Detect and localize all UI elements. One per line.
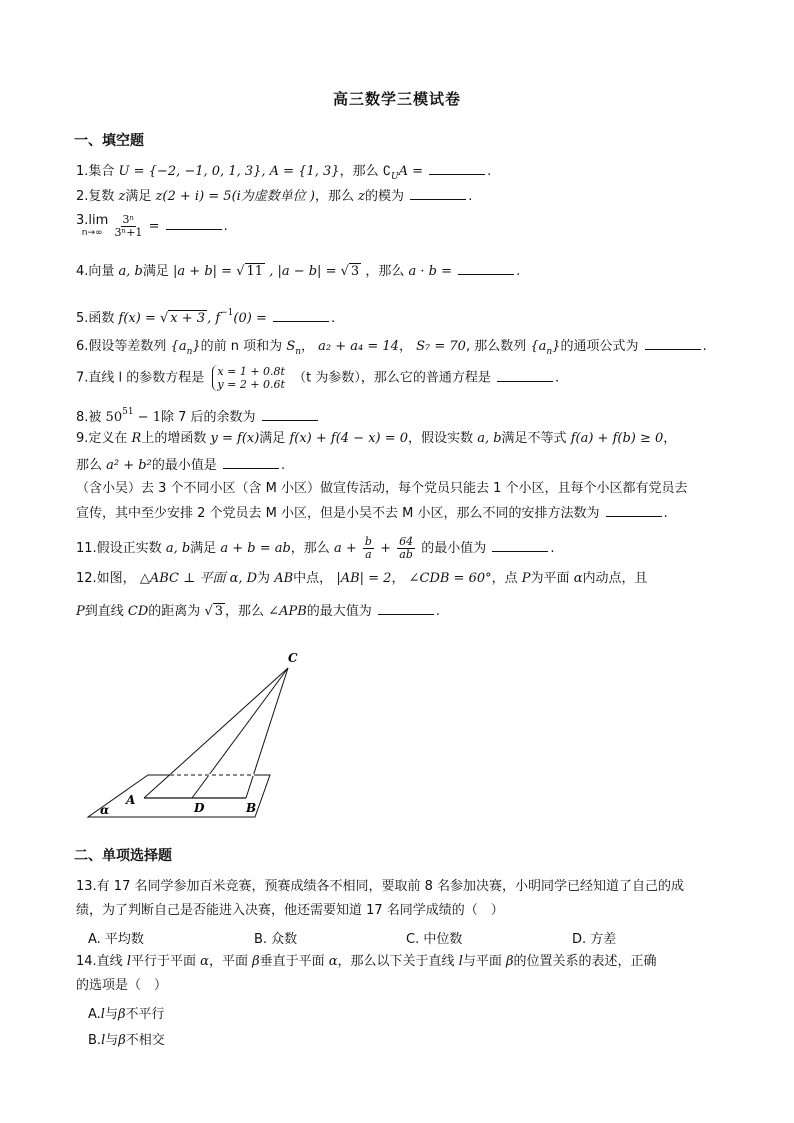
option-a[interactable]: A.l与β不平行: [88, 1007, 165, 1022]
question-11: 11.假设正实数 a, b满足 a + b = ab，那么 a + $\frac{b}{a}$ + $\frac{64}{ab}$ 的最小值为 .: [76, 535, 555, 561]
question-14-line-2: 的选项是（ ）: [76, 978, 168, 993]
answer-blank[interactable]: [273, 309, 329, 322]
answer-blank[interactable]: [410, 187, 466, 200]
answer-blank[interactable]: [458, 262, 514, 275]
option-c[interactable]: C. 中位数: [406, 932, 463, 947]
question-1: 1.集合 U = {−2, −1, 0, 1, 3}, A = {1, 3}，那么 $∁_UA$ = .: [76, 164, 492, 182]
label-c: C: [288, 651, 298, 665]
answer-blank[interactable]: [497, 369, 553, 382]
section-fill-in: 一、填空题: [74, 133, 144, 149]
answer-blank[interactable]: [262, 408, 318, 421]
answer-blank[interactable]: [645, 337, 701, 350]
question-3: 3.lim n→∞ $\frac{\text{3ⁿ}}{\text{3ⁿ+1}}$ = .: [76, 212, 228, 239]
question-10: （含小吴）去 3 个不同小区（含 M 小区）做宣传活动，每个党员只能去 1 个小区，且每个小区都有党员去: [76, 481, 688, 496]
question-13-line-2: 绩，为了判断自己是否能进入决赛，他还需要知道 17 名同学成绩的（ ）: [76, 903, 504, 918]
question-7: 7.直线 l 的参数方程是 x = 1 + 0.8t y = 2 + 0.6t （t 为参数），那么它的普通方程是 .: [76, 365, 560, 391]
answer-blank[interactable]: [166, 217, 222, 230]
question-12-line-2: P到直线 CD的距离为 √ 3 ，那么 ∠APB的最大值为 .: [76, 604, 441, 619]
question-6: 6.假设等差数列 $\{a_n\}$的前 n 项和为 $S_n$， a₂ + a₄ = 14， S₇ = 70, 那么数列 $\{a_n\}$的通项公式为 .: [76, 339, 707, 357]
option-a[interactable]: A. 平均数: [88, 932, 144, 947]
answer-blank[interactable]: [492, 539, 548, 552]
option-b[interactable]: B. 众数: [254, 932, 298, 947]
answer-blank[interactable]: [429, 162, 485, 175]
option-b[interactable]: B.l与β不相交: [88, 1033, 165, 1048]
question-12: 12.如图， △ABC ⊥ 平面 α, D为 AB中点， |AB| = 2， ∠CDB = 60°，点 P为平面 α内动点，且: [76, 571, 648, 586]
label-b: B: [246, 801, 257, 815]
question-10-line-2: 宣传，其中至少安排 2 个党员去 M 小区，但是小吴不去 M 小区，那么不同的安排方法数为 .: [76, 506, 668, 521]
label-a: A: [126, 793, 136, 807]
question-8: 8.被 $50^{51} - 1$除 7 后的余数为: [76, 403, 726, 427]
segment-dc: [192, 668, 288, 798]
segment-ac: [144, 668, 288, 798]
question-2: 2.复数 z满足 z(2 + i) = 5(i为虚数单位 )，那么 z的模为 .: [76, 189, 473, 204]
section-single-choice: 二、单项选择题: [74, 848, 172, 864]
plane-alpha: [88, 775, 270, 817]
label-alpha: α: [100, 803, 110, 817]
geometry-figure: [80, 640, 298, 830]
question-9: 9.定义在 R上的增函数 y = f(x)满足 f(x) + f(4 − x) = 0，假设实数 a, b满足不等式 f(a) + f(b) ≥ 0，: [76, 431, 677, 446]
question-13: 13.有 17 名同学参加百米竞赛，预赛成绩各不相同，要取前 8 名参加决赛，小明同学已经知道了自己的成: [76, 879, 685, 894]
question-9-line-2: 那么 a² + b²的最小值是 .: [76, 458, 286, 473]
option-d[interactable]: D. 方差: [572, 932, 617, 947]
question-14: 14.直线 l平行于平面 α，平面 β垂直于平面 α，那么以下关于直线 l与平面 β的位置关系的表述，正确: [76, 954, 657, 969]
answer-blank[interactable]: [606, 504, 662, 517]
label-d: D: [194, 801, 205, 815]
answer-blank[interactable]: [378, 602, 434, 615]
page-title: 高三数学三模试卷: [332, 90, 461, 108]
question-4: 4.向量 a, b满足 |a + b| = √ 11 , |a − b| = √ 3 ，那么 a · b = .: [76, 264, 521, 279]
question-5: 5.函数 f(x) = √ x + 3 , $f^{-1}(0)$ = .: [76, 308, 336, 326]
answer-blank[interactable]: [223, 456, 279, 469]
